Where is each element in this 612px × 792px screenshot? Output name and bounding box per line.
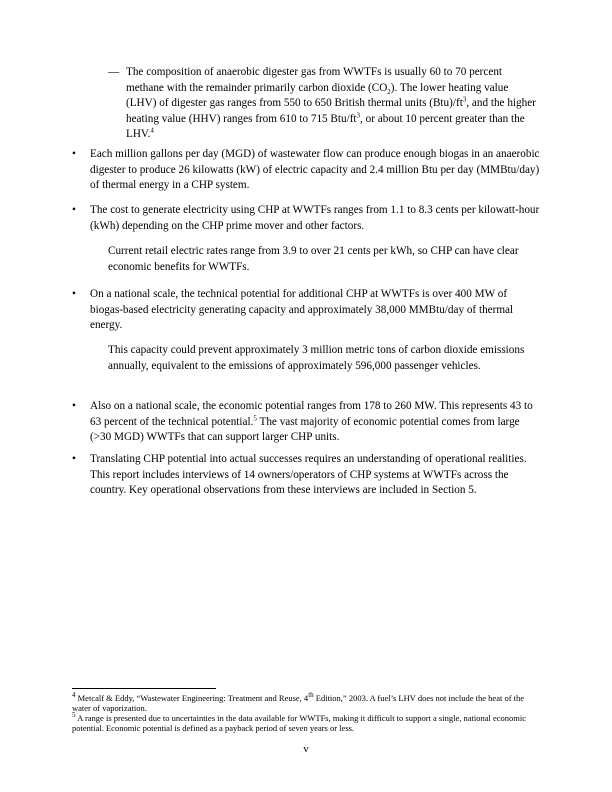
dash-marker: — (108, 66, 120, 78)
ft3-superscript: 3 (462, 95, 467, 104)
footnote-ref-4: 4 (150, 126, 154, 135)
page-number: v (303, 743, 309, 755)
bullet-marker: • (72, 148, 76, 160)
bullet-text: On a national scale, the technical potential for additional CHP at WWTFs is over 400 MW of biogas-based electricity generating capacity and approximately 38,000 MMBtu/day of thermal energy. (90, 288, 514, 331)
ft3-superscript-2: 3 (356, 110, 361, 119)
bullet-text: Translating CHP potential into actual successes requires an understanding of operational realities. This report includes interviews of 14 owners/operators of CHP systems at WWTFs across the country. Key operational observations from these interviews are included in Section 5. (90, 453, 527, 496)
bullet-marker: • (72, 453, 76, 465)
bullet-marker: • (72, 204, 76, 216)
bullet-marker: • (72, 288, 76, 300)
bullet-item-technical-potential (72, 287, 540, 334)
retail-rates-paragraph: Current retail electric rates range from 3.9 to over 21 cents per kWh, so CHP can have clear economic benefits for WWTFs. (108, 245, 519, 273)
footnote-5: $^5$ A range is presented due to uncertainties in the data available for WWTFs, making it difficult to support a single, national economic potential. Economic potential is defined as a payback period of seven years or less. (72, 711, 527, 733)
bullet-item-economic-potential (72, 399, 540, 446)
footnote-separator (72, 688, 216, 689)
footnotes (72, 693, 542, 733)
digester-gas-composition-text: The composition of anaerobic digester gas from WWTFs is usually 60 to 70 percent methane with the remainder primarily carbon dioxide $(CO_2)$. The lower heating value (LHV) of digester gas ranges from 550 to 650 British thermal units $(Btu)/ft^3$, and the higher heating value (HHV) ranges from 610 to 715 Btu/$ft^3$, or about 10 percent greater than the LHV.$^4$ (126, 66, 536, 140)
co2-subscript: 2 (387, 87, 391, 96)
dash-list-item (108, 65, 540, 143)
emissions-paragraph: This capacity could prevent approximately 3 million metric tons of carbon dioxide emissions annually, equivalent to the emissions of approximately 596,000 passenger vehicles. (108, 344, 525, 372)
bullet-item-biogas (72, 147, 540, 194)
bullet-marker: • (72, 400, 76, 412)
bullet-text: The cost to generate electricity using CHP at WWTFs ranges from 1.1 to 8.3 cents per kilowatt-hour (kWh) depending on the CHP prime mover and other factors. (90, 204, 540, 232)
bullet-item-operational-realities (72, 452, 540, 499)
bullet-text: Each million gallons per day (MGD) of wastewater flow can produce enough biogas in an anaerobic digester to produce 26 kilowatts (kW) of electric capacity and 2.4 million Btu per day (MMBtu/day) of thermal energy in a CHP system. (90, 148, 540, 191)
footnote-ref-5: 5 (253, 413, 257, 422)
bullet-item-cost (72, 203, 540, 234)
bullet-text: Also on a national scale, the economic potential ranges from 178 to 260 MW. This represents 43 to 63 percent of the technical potential.$^5$ The vast majority of economic potential comes from large (>30 MGD) WWTFs that can support larger CHP units. (90, 400, 533, 443)
footnote-4: $^4$ Metcalf & Eddy, “Wastewater Engineering: Treatment and Reuse, 4th Edition,” 2003. A fuel’s LHV does not include the heat of the water of vaporization. (72, 691, 525, 713)
